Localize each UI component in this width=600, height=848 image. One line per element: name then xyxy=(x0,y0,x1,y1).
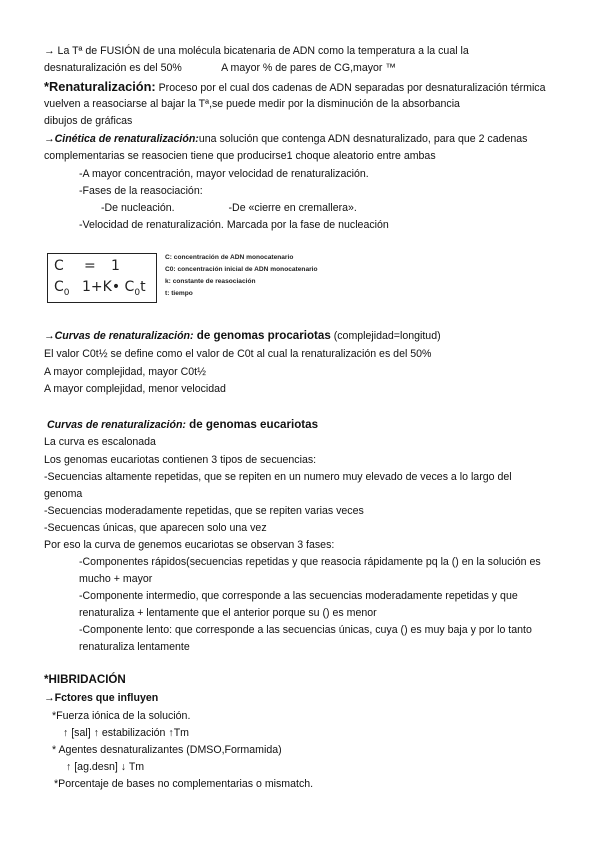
kinetics-item-1: -A mayor concentración, mayor velocidad de renaturalización. xyxy=(79,168,369,180)
phase-nucleation: -De nucleación. xyxy=(101,202,175,214)
phase-zipper: -De «cierre en cremallera». xyxy=(228,202,357,214)
euk-line-3: -Secuencias altamente repetidas, que se repiten en un numero muy elevado de veces a lo largo del xyxy=(44,471,512,483)
renat-line-3: dibujos de gráficas xyxy=(44,115,133,127)
tm-text: La Tª de FUSIÓN de una molécula bicatenaria de ADN como la temperatura a la cual la xyxy=(57,45,469,57)
kinetics-title: →Cinética de renaturalización: xyxy=(44,133,199,145)
renat-line-1 xyxy=(44,78,546,97)
prok-line-2: A mayor complejidad, mayor C0t½ xyxy=(44,366,206,378)
formula-equals: = xyxy=(84,258,96,274)
renat-text-1: Proceso por el cual dos cadenas de ADN separadas por desnaturalización térmica xyxy=(158,82,546,94)
hib-title: *HIBRIDACIÓN xyxy=(44,673,126,686)
legend-t: t: tiempo xyxy=(165,290,193,297)
tm-line-1 xyxy=(44,43,469,60)
kinetics-phases xyxy=(101,200,357,217)
legend-c: C: concentración de ADN monocatenario xyxy=(165,254,294,261)
hib-factor-2-detail: ↑ [ag.desn] ↓ Tm xyxy=(66,761,145,773)
formula-c0: $C_0$ xyxy=(54,279,70,298)
euk-component-2a: -Componente intermedio, que corresponde a las secuencias moderadamente repetidas y que xyxy=(79,590,518,602)
formula-one: 1 xyxy=(111,258,120,274)
kinetics-item-2: -Fases de la reasociación: xyxy=(79,185,203,197)
tm-text-2a: desnaturalización es del 50% xyxy=(44,62,182,74)
hib-factor-1: *Fuerza iónica de la solución. xyxy=(52,710,191,722)
legend-c0: C0: concentración inicial de ADN monocatenario xyxy=(165,266,318,273)
kinetics-text-1: una solución que contenga ADN desnaturalizado, para que 2 cadenas xyxy=(198,133,528,145)
hib-factors: →Fctores que influyen xyxy=(44,692,159,704)
prok-line-1: El valor C0t½ se define como el valor de C0t al cual la renaturalización es del 50% xyxy=(44,348,432,360)
euk-line-5: -Secuencias moderadamente repetidas, que se repiten varias veces xyxy=(44,505,364,517)
euk-line-6: -Secuencas únicas, que aparecen solo una vez xyxy=(44,522,267,534)
tm-text-2b: A mayor % de pares de CG,mayor ™ xyxy=(221,62,396,74)
kinetics-line-2: complementarias se reasocien tiene que producirse1 choque aleatorio entre ambas xyxy=(44,150,436,162)
arrow-right-icon: → xyxy=(44,45,55,57)
prok-title: →Curvas de renaturalización: de genomas procariotas (complejidad=longitud) xyxy=(44,329,441,342)
renaturation-formula xyxy=(47,253,157,303)
euk-component-3a: -Componente lento: que corresponde a las secuencias únicas, cuya () es muy baja y por lo tanto xyxy=(79,624,532,636)
legend-k: k: constante de reasociación xyxy=(165,278,256,285)
euk-line-4: genoma xyxy=(44,488,83,500)
euk-component-2b: renaturaliza + lentamente que el anterior porque su () es menor xyxy=(79,607,377,619)
euk-component-3b: renaturaliza lentamente xyxy=(79,641,190,653)
formula-c: C xyxy=(54,258,64,274)
hib-factor-2: * Agentes desnaturalizantes (DMSO,Formamida) xyxy=(52,744,282,756)
euk-title: Curvas de renaturalización: de genomas eucariotas xyxy=(47,418,319,431)
tm-line-2 xyxy=(44,60,396,77)
hib-factor-1-detail: ↑ [sal] ↑ estabilización ↑Tm xyxy=(63,727,189,739)
euk-line-1: La curva es escalonada xyxy=(44,436,156,448)
renat-line-2: vuelven a reasociarse al bajar la Tª,se puede medir por la disminución de la absorbancia xyxy=(44,98,460,110)
kinetics-line-1 xyxy=(44,131,527,148)
euk-line-7: Por eso la curva de genemos eucariotas se observan 3 fases: xyxy=(44,539,335,551)
euk-line-2: Los genomas eucariotas contienen 3 tipos de secuencias: xyxy=(44,454,317,466)
kinetics-item-3: -Velocidad de renaturalización. Marcada por la fase de nucleación xyxy=(79,219,389,231)
euk-component-1b: mucho + mayor xyxy=(79,573,153,585)
renat-title: *Renaturalización: xyxy=(44,79,156,94)
euk-component-1a: -Componentes rápidos(secuencias repetidas y que reasocia rápidamente pq la () en la solución es xyxy=(79,556,541,568)
hib-factor-3: *Porcentaje de bases no complementarias o mismatch. xyxy=(54,778,314,790)
formula-denominator: 1+K• $C_0t$ xyxy=(82,279,146,298)
prok-line-3: A mayor complejidad, menor velocidad xyxy=(44,383,226,395)
